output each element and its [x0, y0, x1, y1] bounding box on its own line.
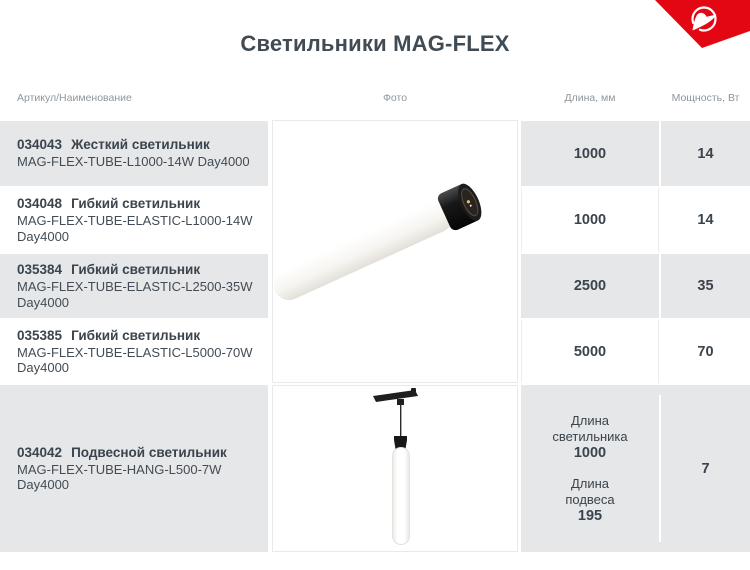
product-code: MAG-FLEX-TUBE-HANG-L500-7W Day4000: [17, 461, 222, 492]
suspension-length-value: 195: [577, 507, 603, 524]
power-value: 7: [701, 460, 710, 477]
pendant-photo-illustration: [273, 386, 517, 551]
product-title: [17, 262, 268, 278]
tube-photo-illustration: [273, 121, 517, 382]
length-value: 5000: [521, 320, 659, 383]
length-power-block: [521, 385, 750, 552]
product-name: Жесткий светильник: [71, 137, 210, 153]
length-value: 1000: [521, 188, 659, 252]
product-name: Подвесной светильник: [71, 444, 227, 460]
length-value: 1000: [521, 121, 659, 186]
product-name: Гибкий светильник: [71, 262, 201, 277]
power-value: 14: [697, 212, 714, 228]
product-title: [17, 445, 268, 461]
suspension-label-line: Длина: [570, 475, 610, 491]
column-header-article: Артикул/Наименование: [17, 92, 132, 104]
page-title: Светильники MAG-FLEX: [240, 31, 510, 56]
product-code: MAG-FLEX-TUBE-ELASTIC-L5000-70W Day4000: [17, 344, 253, 375]
product-name: Гибкий светильник: [71, 196, 201, 211]
power-value: 14: [661, 121, 750, 186]
column-header-power: Мощность, Вт: [671, 92, 740, 104]
table-row-name-034043: [0, 121, 268, 186]
product-title: [17, 328, 268, 344]
column-header-length: Длина, мм: [564, 92, 616, 104]
table-row-name-035385: [0, 320, 268, 383]
product-article: 034042: [17, 444, 63, 460]
product-title: [17, 196, 268, 212]
product-title: [17, 137, 268, 153]
column-header-photo: Фото: [382, 92, 408, 104]
length-value: 2500: [521, 254, 659, 318]
product-article: 035385: [17, 327, 63, 343]
power-value: 70: [697, 343, 714, 360]
length-details: [521, 385, 659, 552]
product-article: 035384: [17, 262, 63, 277]
table-row-name-035384: [0, 254, 268, 318]
table-row-name-034042: [0, 385, 268, 552]
power-value: 35: [661, 254, 750, 318]
length-label-line: Длина: [570, 412, 610, 428]
product-name: Гибкий светильник: [71, 327, 201, 343]
table-row-name-034048: [0, 188, 268, 252]
product-photo-pendant: [272, 385, 518, 552]
product-code: MAG-FLEX-TUBE-ELASTIC-L1000-14W Day4000: [17, 213, 253, 244]
suspension-label-line: подвеса: [565, 491, 615, 507]
product-article: 034048: [17, 196, 63, 211]
length-label-line: светильника: [552, 428, 628, 444]
product-photo-tube: [272, 120, 518, 383]
luminaire-length-value: 1000: [573, 444, 607, 461]
product-code: MAG-FLEX-TUBE-L1000-14W Day4000: [17, 154, 250, 170]
product-code: MAG-FLEX-TUBE-ELASTIC-L2500-35W Day4000: [17, 279, 253, 310]
product-article: 034043: [17, 137, 63, 153]
